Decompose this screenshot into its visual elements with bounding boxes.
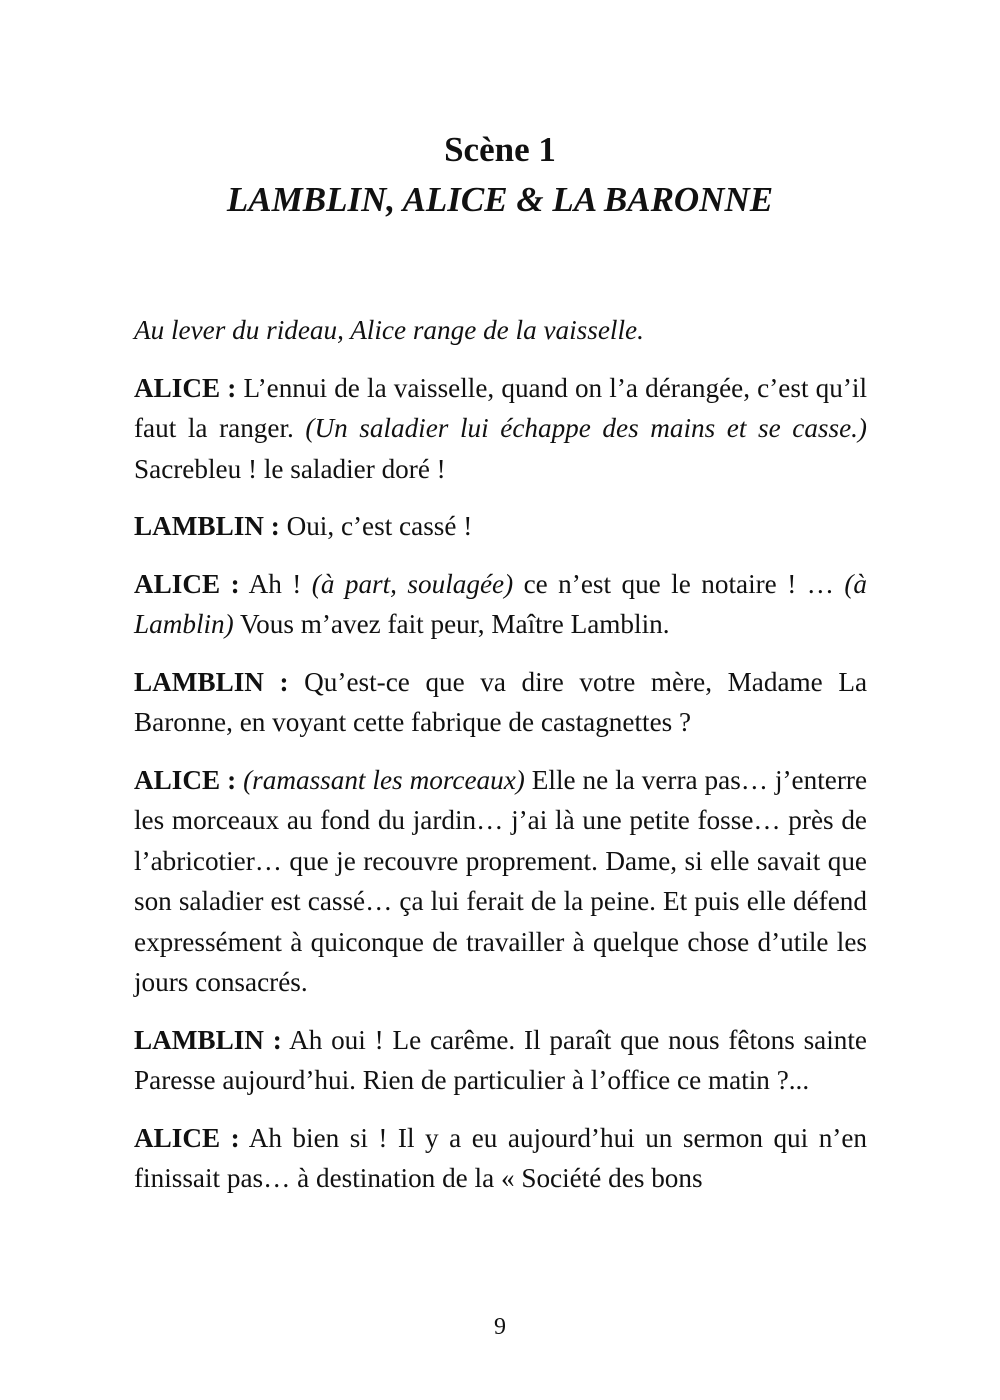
page-number: 9 xyxy=(494,1314,506,1340)
speaker-name: ALICE : xyxy=(134,372,237,403)
dialogue-text: Ah ! xyxy=(239,568,312,599)
scene-characters: LAMBLIN, ALICE & LA BARONNE xyxy=(226,180,774,219)
dialogue-text: Sacrebleu ! le saladier doré ! xyxy=(134,453,446,484)
dialogue-text: Vous m’avez fait peur, Maître Lamblin. xyxy=(233,609,670,639)
speaker-name: LAMBLIN : xyxy=(134,511,280,541)
opening-stage-direction: Au lever du rideau, Alice range de la vaisselle. xyxy=(134,315,644,345)
stage-direction: (à Lamblin) xyxy=(134,568,867,639)
dialogue-text: ce n’est que le notaire ! … xyxy=(513,568,845,599)
scene-title: Scène 1 xyxy=(444,130,556,169)
dialogue-text: Ah bien si ! Il y a eu aujourd’hui un sermon qui n’en finissait pas… à destination de la « Société des bons xyxy=(134,1122,867,1193)
speaker-name: ALICE : xyxy=(134,764,237,795)
dialogue-text: Ah oui ! Le carême. Il paraît que nous fêtons sainte Paresse aujourd’hui. Rien de particulier à l’office ce matin ?... xyxy=(134,1024,867,1095)
stage-direction: (Un saladier lui échappe des mains et se casse.) xyxy=(305,413,867,443)
speaker-name: LAMBLIN : xyxy=(134,1024,282,1055)
dialogue-line xyxy=(134,564,867,645)
speaker-name: ALICE : xyxy=(134,568,240,599)
dialogue-line xyxy=(134,760,867,1003)
dialogue-text: Elle ne la verra pas… j’enterre les morceaux au fond du jardin… j’ai là une petite fosse… près de l’abricotier… que je recouvre proprement. Dame, si elle savait que son saladier est cassé… ça lui ferait de la peine. Et puis elle défend expressément à quiconque de travailler à quelque chose d’utile les jours consacrés. xyxy=(134,764,868,997)
dialogue-line xyxy=(134,1118,867,1199)
dialogue-line xyxy=(134,506,867,547)
dialogue-list xyxy=(134,368,867,1199)
stage-direction: (ramassant les morceaux) xyxy=(243,764,525,795)
dialogue-text: Qu’est-ce que va dire votre mère, Madame La Baronne, en voyant cette fabrique de castagnettes ? xyxy=(134,666,868,737)
speaker-name: LAMBLIN : xyxy=(134,666,289,697)
speaker-name: ALICE : xyxy=(134,1122,240,1153)
dialogue-text: Oui, c’est cassé ! xyxy=(279,511,473,541)
dialogue-line xyxy=(134,662,867,743)
script-body xyxy=(134,310,867,1216)
dialogue-line xyxy=(134,368,867,490)
stage-direction: (à part, soulagée) xyxy=(311,568,514,599)
dialogue-text: L’ennui de la vaisselle, quand on l’a dérangée, c’est qu’il faut la ranger. xyxy=(134,372,867,443)
dialogue-line xyxy=(134,1020,867,1101)
